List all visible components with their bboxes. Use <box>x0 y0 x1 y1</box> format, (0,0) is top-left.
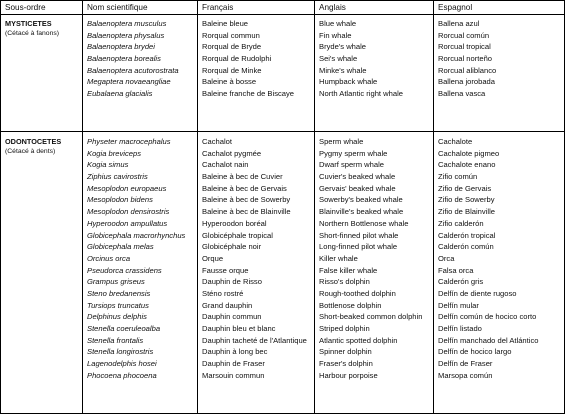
species-name: Tursiops truncatus <box>87 300 149 310</box>
species-name: Gervais' beaked whale <box>319 183 396 193</box>
species-name: Phocoena phocoena <box>87 370 157 380</box>
species-name: Calderón tropical <box>438 230 496 240</box>
spanish-names-cell <box>434 15 565 132</box>
species-name: Rorcual norteño <box>438 54 493 64</box>
species-name: Zifio calderón <box>438 218 484 228</box>
species-name: Calderón gris <box>438 277 484 287</box>
species-name: Cuvier's beaked whale <box>319 172 396 182</box>
suborder-name: MYSTICETES <box>5 19 52 28</box>
english-names-cell <box>315 132 434 414</box>
species-name: Globicéphale tropical <box>202 230 273 240</box>
header-english: Anglais <box>315 1 434 15</box>
species-name: Delfín de Fraser <box>438 359 493 369</box>
species-name: Sténo rostré <box>202 288 244 298</box>
species-name: Globicephala melas <box>87 242 154 252</box>
species-name: Pygmy sperm whale <box>319 148 388 158</box>
species-name: Long-finned pilot whale <box>319 242 398 252</box>
species-name: Physeter macrocephalus <box>87 137 171 146</box>
species-name: Cachalot nain <box>202 160 249 170</box>
species-name: Balaenoptera borealis <box>87 54 161 64</box>
species-name: Globicephala macrorhynchus <box>87 230 186 240</box>
species-name: Dauphin de Fraser <box>202 359 265 369</box>
species-name: Delfín listado <box>438 324 482 333</box>
species-name: Sei's whale <box>319 54 358 64</box>
species-name: Rorcual aliblanco <box>438 65 497 75</box>
french-names-cell <box>198 15 315 132</box>
species-name: Rorqual de Minke <box>202 65 262 75</box>
french-name-list <box>202 15 314 100</box>
suborder-note: (Cétacé à dents) <box>5 148 56 155</box>
english-name-list <box>319 133 433 381</box>
species-name: North Atlantic right whale <box>319 89 403 99</box>
species-name: Fraser's dolphin <box>319 359 373 369</box>
species-name: Delphinus delphis <box>87 312 147 322</box>
english-names-cell <box>315 15 434 132</box>
species-name: Rough-toothed dolphin <box>319 288 396 298</box>
species-name: Dauphin de Risso <box>202 277 262 287</box>
scientific-names-cell <box>83 132 198 414</box>
species-name: Marsopa común <box>438 370 493 380</box>
spanish-name-list <box>438 15 564 100</box>
species-name: Hyperoodon ampullatus <box>87 218 168 228</box>
suborder-name: ODONTOCETES <box>5 137 62 146</box>
species-name: Cachalote enano <box>438 160 496 170</box>
species-name: False killer whale <box>319 265 378 275</box>
species-name: Spinner dolphin <box>319 347 372 357</box>
species-name: Delfín de hocico largo <box>438 347 512 357</box>
species-name: Sperm whale <box>319 137 364 146</box>
species-name: Bryde's whale <box>319 42 367 52</box>
species-name: Ziphius cavirostris <box>87 172 148 182</box>
spanish-names-cell <box>434 132 565 414</box>
species-name: Zifio común <box>438 172 478 182</box>
species-name: Baleine à bosse <box>202 77 257 87</box>
species-name: Baleine à bec de Cuvier <box>202 172 283 182</box>
species-name: Cachalote pigmeo <box>438 148 500 158</box>
species-name: Bottlenose dolphin <box>319 300 382 310</box>
species-name: Risso's dolphin <box>319 277 370 287</box>
suborder-cell <box>1 132 83 414</box>
header-scientific-name: Nom scientifique <box>83 1 198 15</box>
species-name: Balaenoptera brydei <box>87 42 155 52</box>
suborder-note: (Cétacé à fanons) <box>5 30 60 37</box>
spanish-name-list <box>438 133 564 381</box>
header-row <box>1 1 565 15</box>
species-name: Stenella frontalis <box>87 335 144 345</box>
species-name: Baleine à bec de Gervais <box>202 183 287 193</box>
scientific-names-cell <box>83 15 198 132</box>
species-name: Hyperoodon boréal <box>202 218 267 228</box>
species-name: Delfín mular <box>438 300 479 310</box>
species-name: Delfín manchado del Atlántico <box>438 335 539 345</box>
species-name: Minke's whale <box>319 65 367 75</box>
french-name-list <box>202 133 314 381</box>
species-name: Stenella longirostris <box>87 347 154 357</box>
species-name: Ballena vasca <box>438 89 486 99</box>
species-name: Stenella coeruleoalba <box>87 324 161 333</box>
species-name: Short-finned pilot whale <box>319 230 399 240</box>
species-name: Dauphin tacheté de l'Atlantique <box>202 335 307 345</box>
species-name: Baleine à bec de Sowerby <box>202 195 291 205</box>
header-suborder: Sous-ordre <box>1 1 83 15</box>
species-name: Humpback whale <box>319 77 378 87</box>
species-name: Calderón común <box>438 242 494 252</box>
scientific-name-list <box>87 15 197 100</box>
species-name: Cachalot <box>202 137 232 146</box>
species-name: Rorqual de Rudolphi <box>202 54 272 64</box>
species-name: Zifio de Sowerby <box>438 195 495 205</box>
english-name-list <box>319 15 433 100</box>
species-name: Kogia simus <box>87 160 129 170</box>
species-name: Dauphin bleu et blanc <box>202 324 276 333</box>
species-name: Harbour porpoise <box>319 370 378 380</box>
species-name: Rorcual tropical <box>438 42 491 52</box>
species-name: Baleine franche de Biscaye <box>202 89 295 99</box>
species-name: Cachalot pygmée <box>202 148 262 158</box>
species-name: Balaenoptera acutorostrata <box>87 65 179 75</box>
species-name: Blue whale <box>319 19 357 28</box>
species-name: Rorqual commun <box>202 30 260 40</box>
species-name: Striped dolphin <box>319 324 370 333</box>
species-name: Rorcual común <box>438 30 490 40</box>
species-name: Dauphin à long bec <box>202 347 268 357</box>
species-name: Sowerby's beaked whale <box>319 195 403 205</box>
species-name: Mesoplodon densirostris <box>87 207 170 217</box>
species-name: Megaptera novaeangliae <box>87 77 171 87</box>
species-name: Dauphin commun <box>202 312 262 322</box>
species-name: Pseudorca crassidens <box>87 265 162 275</box>
suborder-cell <box>1 15 83 132</box>
species-name: Baleine bleue <box>202 19 249 28</box>
species-name: Eubalaena glacialis <box>87 89 153 99</box>
scientific-name-list <box>87 133 197 381</box>
species-name: Dwarf sperm whale <box>319 160 384 170</box>
species-name: Killer whale <box>319 253 358 263</box>
species-name: Falsa orca <box>438 265 474 275</box>
header-french: Français <box>198 1 315 15</box>
species-name: Orcinus orca <box>87 253 131 263</box>
species-name: Delfín de diente rugoso <box>438 288 517 298</box>
species-name: Globicéphale noir <box>202 242 262 252</box>
species-name: Grampus griseus <box>87 277 145 287</box>
species-name: Orca <box>438 253 455 263</box>
species-name: Mesoplodon bidens <box>87 195 153 205</box>
species-name: Lagenodelphis hosei <box>87 359 157 369</box>
species-name: Marsouin commun <box>202 370 265 380</box>
species-name: Rorqual de Bryde <box>202 42 262 52</box>
species-name: Cachalote <box>438 137 473 146</box>
species-name: Mesoplodon europaeus <box>87 183 167 193</box>
species-name: Orque <box>202 253 224 263</box>
header-spanish: Espagnol <box>434 1 565 15</box>
species-name: Ballena jorobada <box>438 77 495 87</box>
species-name: Northern Bottlenose whale <box>319 218 409 228</box>
french-names-cell <box>198 132 315 414</box>
group-row-odontocetes <box>1 132 565 414</box>
species-name: Grand dauphin <box>202 300 253 310</box>
species-name: Zifio de Gervais <box>438 183 492 193</box>
species-name: Baleine à bec de Blainville <box>202 207 291 217</box>
species-name: Delfín común de hocico corto <box>438 312 537 322</box>
species-name: Blainville's beaked whale <box>319 207 404 217</box>
species-name: Kogia breviceps <box>87 148 142 158</box>
species-name: Balaenoptera physalus <box>87 30 165 40</box>
species-name: Balaenoptera musculus <box>87 19 167 28</box>
species-name: Steno bredanensis <box>87 288 151 298</box>
species-name: Zifio de Blainville <box>438 207 495 217</box>
species-name: Fausse orque <box>202 265 249 275</box>
species-name: Atlantic spotted dolphin <box>319 335 398 345</box>
species-name: Short-beaked common dolphin <box>319 312 423 322</box>
species-name: Fin whale <box>319 30 352 40</box>
species-name: Ballena azul <box>438 19 480 28</box>
group-row-mysticetes <box>1 15 565 132</box>
